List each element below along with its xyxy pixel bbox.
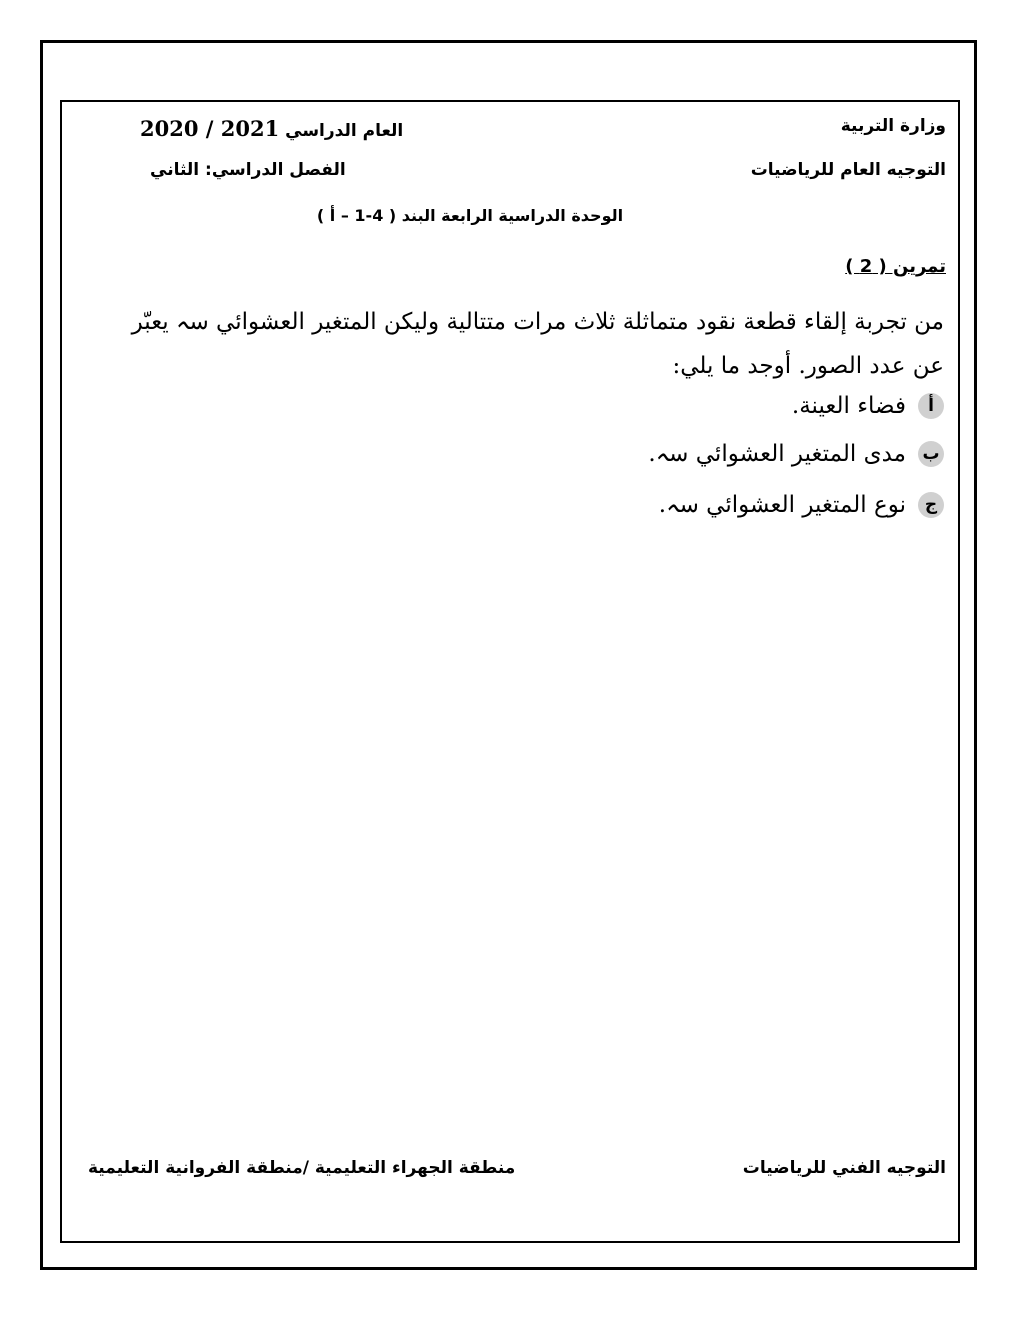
exercise-statement [84,300,944,388]
item-marker-badge: ج [918,492,944,518]
academic-year-label: العام الدراسي [285,121,404,141]
item-text: مدى المتغير العشوائي سہ. [648,441,906,467]
semester: الفصل الدراسي: الثاني [150,160,346,180]
department-name: التوجيه العام للرياضيات [750,160,946,180]
item-marker-badge: ب [918,441,944,467]
footer-regions: منطقة الجهراء التعليمية /منطقة الفروانية التعليمية [88,1158,516,1178]
footer-department: التوجيه الفني للرياضيات [742,1158,946,1178]
question-item [648,441,944,467]
page-inner-border [60,100,960,1243]
question-item [792,393,944,419]
academic-year [140,116,403,141]
item-text: نوع المتغير العشوائي سہ. [658,492,906,518]
exercise-title: تمرين ( 2 ) [845,256,946,277]
statement-line-1: من تجربة إلقاء قطعة نقود متماثلة ثلاث مرات متتالية وليكن المتغير العشوائي سہ يعبّر [131,309,944,335]
ministry-name: وزارة التربية [840,116,946,136]
item-text: فضاء العينة. [791,393,906,419]
question-item [659,492,944,518]
statement-line-2: عن عدد الصور. أوجد ما يلي: [672,353,944,379]
item-marker-badge: أ [918,393,944,419]
academic-year-value: 2021 / 2020 [140,116,280,141]
unit-title: الوحدة الدراسية الرابعة البند ( 4-1 – أ ) [316,206,624,225]
